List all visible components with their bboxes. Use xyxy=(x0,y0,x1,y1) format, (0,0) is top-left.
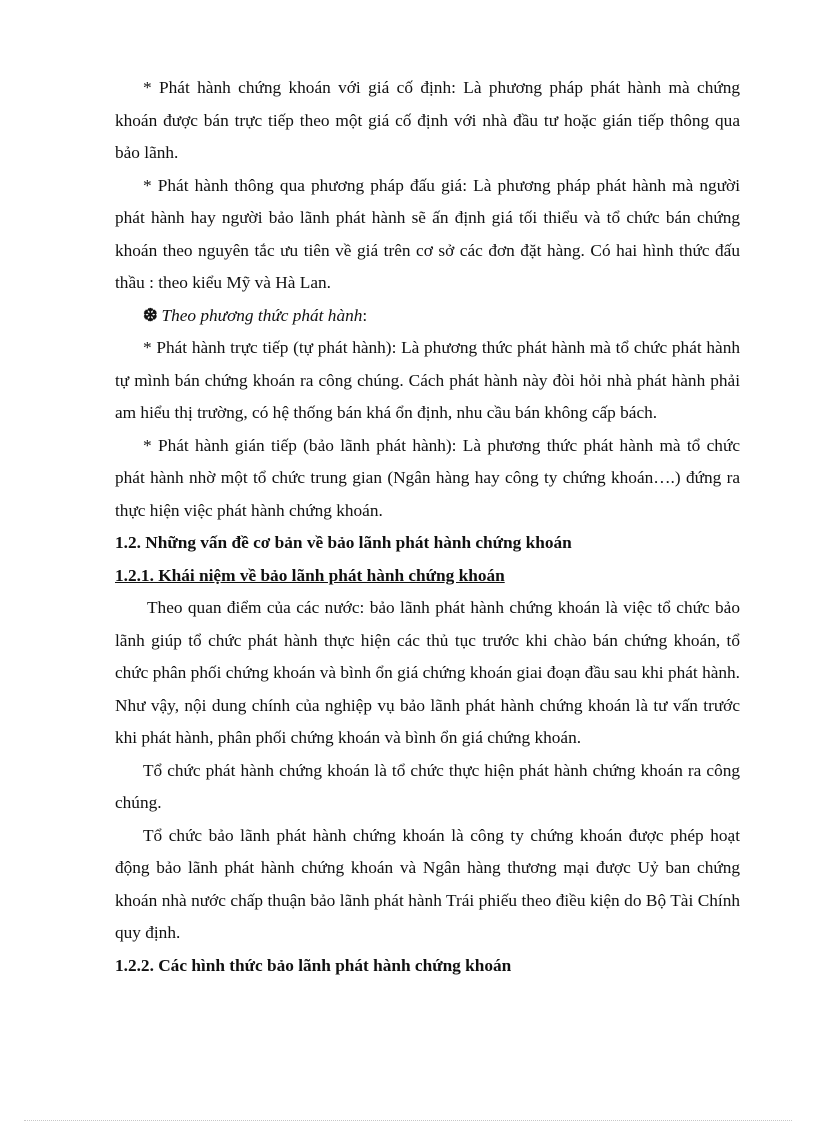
subsection-colon: : xyxy=(362,305,368,325)
snowflake-bullet-icon: ❆ xyxy=(143,305,158,325)
section-heading-1-2-1: 1.2.1. Khái niệm về bảo lãnh phát hành chứng khoán xyxy=(115,565,505,585)
page-bottom-divider xyxy=(24,1120,792,1121)
paragraph-direct-issuance: * Phát hành trực tiếp (tự phát hành): Là phương thức phát hành mà tổ chức phát hành tự mình bán chứng khoán ra công chúng. Cách phát hành này đòi hỏi nhà phát hành phải am hiểu thị trường, có hệ thống bán khá ổn định, nhu cầu bán không cấp bách. xyxy=(115,338,740,422)
paragraph-underwriter-definition: Tổ chức bảo lãnh phát hành chứng khoán là công ty chứng khoán được phép hoạt động bảo lãnh phát hành chứng khoán và Ngân hàng thương mại được Uỷ ban chứng khoán nhà nước chấp thuận bảo lãnh phát hành Trái phiếu theo điều kiện do Bộ Tài Chính quy định. xyxy=(115,825,740,942)
paragraph-issuer-definition: Tổ chức phát hành chứng khoán là tổ chức thực hiện phát hành chứng khoán ra công chúng. xyxy=(115,760,740,812)
subsection-by-issuance-method xyxy=(115,300,740,333)
paragraph-auction-issuance: * Phát hành thông qua phương pháp đấu giá: Là phương pháp phát hành mà người phát hành hay người bảo lãnh phát hành sẽ ấn định giá tối thiểu và tổ chức bán chứng khoán theo nguyên tắc ưu tiên về giá trên cơ sở các đơn đặt hàng. Có hai hình thức đấu thầu : theo kiểu Mỹ và Hà Lan. xyxy=(115,175,740,292)
subsection-title: Theo phương thức phát hành xyxy=(161,305,363,325)
section-heading-1-2: 1.2. Những vấn đề cơ bản về bảo lãnh phát hành chứng khoán xyxy=(115,533,572,552)
paragraph-underwriting-definition: Theo quan điểm của các nước: bảo lãnh phát hành chứng khoán là việc tổ chức bảo lãnh giúp tổ chức phát hành thực hiện các thủ tục trước khi chào bán chứng khoán, tổ chức phân phối chứng khoán và bình ổn giá chứng khoán giai đoạn đầu sau khi phát hành. Như vậy, nội dung chính của nghiệp vụ bảo lãnh phát hành chứng khoán là tư vấn trước khi phát hành, phân phối chứng khoán và bình ổn giá chứng khoán. xyxy=(115,598,740,747)
section-heading-1-2-2: 1.2.2. Các hình thức bảo lãnh phát hành chứng khoán xyxy=(115,955,512,975)
paragraph-fixed-price-issuance: * Phát hành chứng khoán với giá cố định: Là phương pháp phát hành mà chứng khoán được bán trực tiếp theo một giá cố định với nhà đầu tư hoặc gián tiếp thông qua bảo lãnh. xyxy=(115,78,740,162)
paragraph-indirect-issuance: * Phát hành gián tiếp (bảo lãnh phát hành): Là phương thức phát hành mà tổ chức phát hành nhờ một tổ chức trung gian (Ngân hàng hay công ty chứng khoán….) đứng ra thực hiện việc phát hành chứng khoán. xyxy=(115,435,740,520)
document-page xyxy=(115,72,740,982)
